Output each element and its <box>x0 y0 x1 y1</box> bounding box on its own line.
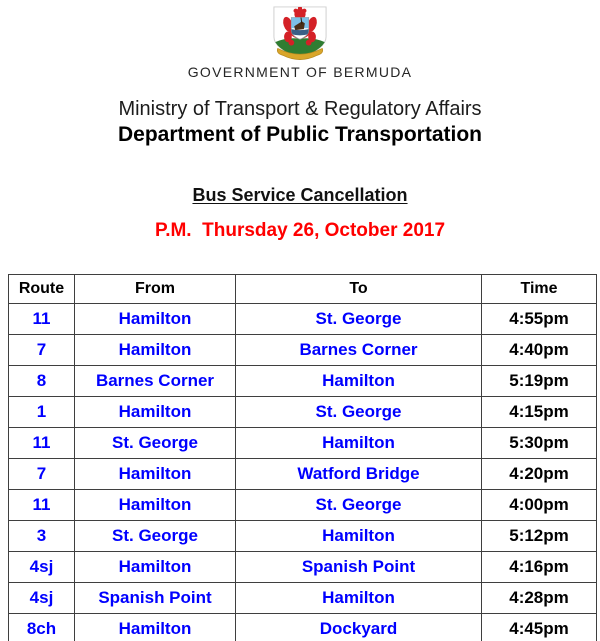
from-cell: Hamilton <box>75 397 236 428</box>
cancellation-table <box>8 274 597 641</box>
route-cell: 11 <box>9 304 75 335</box>
table-row <box>9 521 597 552</box>
table-row <box>9 583 597 614</box>
time-cell: 4:55pm <box>482 304 597 335</box>
from-cell: Spanish Point <box>75 583 236 614</box>
route-cell: 11 <box>9 490 75 521</box>
table-row <box>9 366 597 397</box>
from-cell: St. George <box>75 428 236 459</box>
table-body <box>9 304 597 641</box>
to-cell: St. George <box>236 304 482 335</box>
from-cell: Hamilton <box>75 490 236 521</box>
notice-title: Bus Service Cancellation <box>192 185 408 205</box>
table-row <box>9 614 597 641</box>
column-header-time: Time <box>482 275 597 304</box>
route-cell: 4sj <box>9 552 75 583</box>
column-header-from: From <box>75 275 236 304</box>
crest-container <box>0 0 600 61</box>
time-cell: 5:30pm <box>482 428 597 459</box>
from-cell: Hamilton <box>75 614 236 641</box>
to-cell: St. George <box>236 490 482 521</box>
column-header-to: To <box>236 275 482 304</box>
department-text: Department of Public Transportation <box>117 123 483 146</box>
table-row <box>9 397 597 428</box>
time-cell: 4:20pm <box>482 459 597 490</box>
table-header <box>9 275 597 304</box>
to-cell: Spanish Point <box>236 552 482 583</box>
table-row <box>9 335 597 366</box>
table-row <box>9 459 597 490</box>
to-cell: Dockyard <box>236 614 482 641</box>
time-cell: 5:19pm <box>482 366 597 397</box>
route-cell: 8 <box>9 366 75 397</box>
table-row <box>9 490 597 521</box>
table-row <box>9 304 597 335</box>
route-cell: 1 <box>9 397 75 428</box>
time-cell: 4:45pm <box>482 614 597 641</box>
from-cell: Hamilton <box>75 552 236 583</box>
time-cell: 4:40pm <box>482 335 597 366</box>
time-cell: 5:12pm <box>482 521 597 552</box>
column-header-route: Route <box>9 275 75 304</box>
time-cell: 4:15pm <box>482 397 597 428</box>
route-cell: 11 <box>9 428 75 459</box>
notice-date: P.M. Thursday 26, October 2017 <box>154 220 446 241</box>
route-cell: 3 <box>9 521 75 552</box>
from-cell: Barnes Corner <box>75 366 236 397</box>
time-cell: 4:28pm <box>482 583 597 614</box>
to-cell: Hamilton <box>236 521 482 552</box>
from-cell: Hamilton <box>75 304 236 335</box>
bermuda-coat-of-arms-icon <box>269 5 331 61</box>
time-cell: 4:00pm <box>482 490 597 521</box>
route-cell: 4sj <box>9 583 75 614</box>
route-cell: 7 <box>9 335 75 366</box>
to-cell: Hamilton <box>236 428 482 459</box>
from-cell: Hamilton <box>75 335 236 366</box>
from-cell: Hamilton <box>75 459 236 490</box>
table-header-row <box>9 275 597 304</box>
to-cell: Watford Bridge <box>236 459 482 490</box>
route-cell: 7 <box>9 459 75 490</box>
government-of-bermuda-text: GOVERNMENT OF BERMUDA <box>187 64 413 80</box>
to-cell: Barnes Corner <box>236 335 482 366</box>
table-row <box>9 552 597 583</box>
route-cell: 8ch <box>9 614 75 641</box>
to-cell: Hamilton <box>236 583 482 614</box>
from-cell: St. George <box>75 521 236 552</box>
to-cell: St. George <box>236 397 482 428</box>
table-row <box>9 428 597 459</box>
time-cell: 4:16pm <box>482 552 597 583</box>
to-cell: Hamilton <box>236 366 482 397</box>
ministry-text: Ministry of Transport & Regulatory Affairs <box>118 98 482 120</box>
